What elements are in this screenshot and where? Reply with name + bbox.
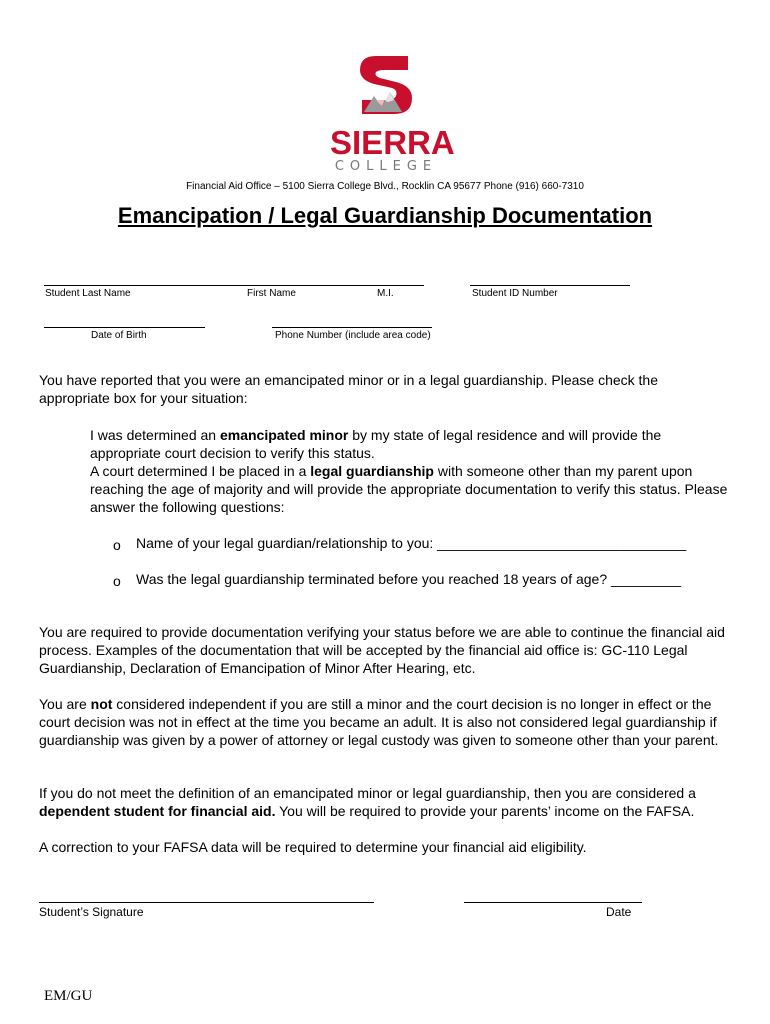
dob-label: Date of Birth bbox=[91, 330, 147, 341]
sierra-s-icon bbox=[330, 50, 442, 124]
option-legal-guardianship[interactable] bbox=[90, 462, 730, 516]
intro-paragraph: You have reported that you were an emancipated minor or in a legal guardianship. Please check the appropriate box for your situation: bbox=[39, 372, 658, 406]
phone-line[interactable] bbox=[272, 327, 432, 328]
name-line[interactable] bbox=[44, 285, 424, 286]
question-guardian-name[interactable]: Name of your legal guardian/relationship to you: ________________________________ bbox=[136, 535, 687, 551]
dependent-paragraph bbox=[39, 784, 729, 820]
student-id-line[interactable] bbox=[470, 285, 630, 286]
question-guardianship-terminated[interactable]: Was the legal guardianship terminated before you reached 18 years of age? _________ bbox=[136, 571, 682, 587]
sierra-college-logo bbox=[330, 50, 455, 178]
option1-text-post: by my state of legal residence and will provide the appropriate court decision to verify this status. bbox=[90, 427, 662, 461]
bullet-icon: o bbox=[113, 573, 121, 589]
mi-label: M.I. bbox=[377, 288, 394, 299]
para3-post: considered independent if you are still a minor and the court decision is no longer in effect or the court decision was not in effect at the time you became an adult. It is also not considered legal guardianship if guardianship was given by a power of attorney or legal custody was given to someone other than your parent. bbox=[39, 696, 719, 748]
para4-post: You will be required to provide your parents’ income on the FAFSA. bbox=[275, 803, 695, 819]
option1-text-bold: emancipated minor bbox=[219, 427, 349, 443]
option2-text-post: with someone other than my parent upon reaching the age of majority and will provide the appropriate documentation to verify this status. Please answer the following questions: bbox=[90, 463, 728, 515]
option-emancipated-minor[interactable] bbox=[90, 426, 730, 462]
first-name-label: First Name bbox=[247, 288, 296, 299]
para4-pre: If you do not meet the definition of an emancipated minor or legal guardianship, then you are considered a bbox=[39, 785, 696, 801]
date-label: Date bbox=[606, 905, 632, 919]
office-address: Financial Aid Office – 5100 Sierra College Blvd., Rocklin CA 95677 Phone (916) 660-7310 bbox=[186, 181, 584, 192]
not-independent-paragraph bbox=[39, 695, 729, 749]
option2-text-pre: A court determined I be placed in a bbox=[90, 463, 311, 479]
para3-pre: You are bbox=[39, 696, 91, 712]
signature-label: Student’s Signature bbox=[39, 905, 144, 919]
form-code: EM/GU bbox=[44, 988, 93, 1004]
fafsa-correction-paragraph: A correction to your FAFSA data will be required to determine your financial aid eligibility. bbox=[39, 839, 587, 855]
para4-bold: dependent student for financial aid. bbox=[39, 803, 276, 819]
last-name-label: Student Last Name bbox=[45, 288, 131, 299]
phone-label: Phone Number (include area code) bbox=[275, 330, 431, 341]
logo-wordmark: SIERRA bbox=[330, 124, 455, 161]
para3-bold: not bbox=[90, 696, 113, 712]
documentation-paragraph: You are required to provide documentation verifying your status before we are able to continue the financial aid process. Examples of the documentation that will be accepted by the financial aid office is: GC-110 Legal Guardianship, Declaration of Emancipation of Minor After Hearing, etc. bbox=[39, 624, 725, 676]
bullet-icon: o bbox=[113, 537, 121, 553]
logo-subtitle: COLLEGE bbox=[334, 159, 438, 174]
option2-text-bold: legal guardianship bbox=[310, 463, 434, 479]
student-id-label: Student ID Number bbox=[472, 288, 558, 299]
option1-text-pre: I was determined an bbox=[90, 427, 220, 443]
page-title: Emancipation / Legal Guardianship Documentation bbox=[117, 203, 653, 228]
dob-line[interactable] bbox=[44, 327, 205, 328]
